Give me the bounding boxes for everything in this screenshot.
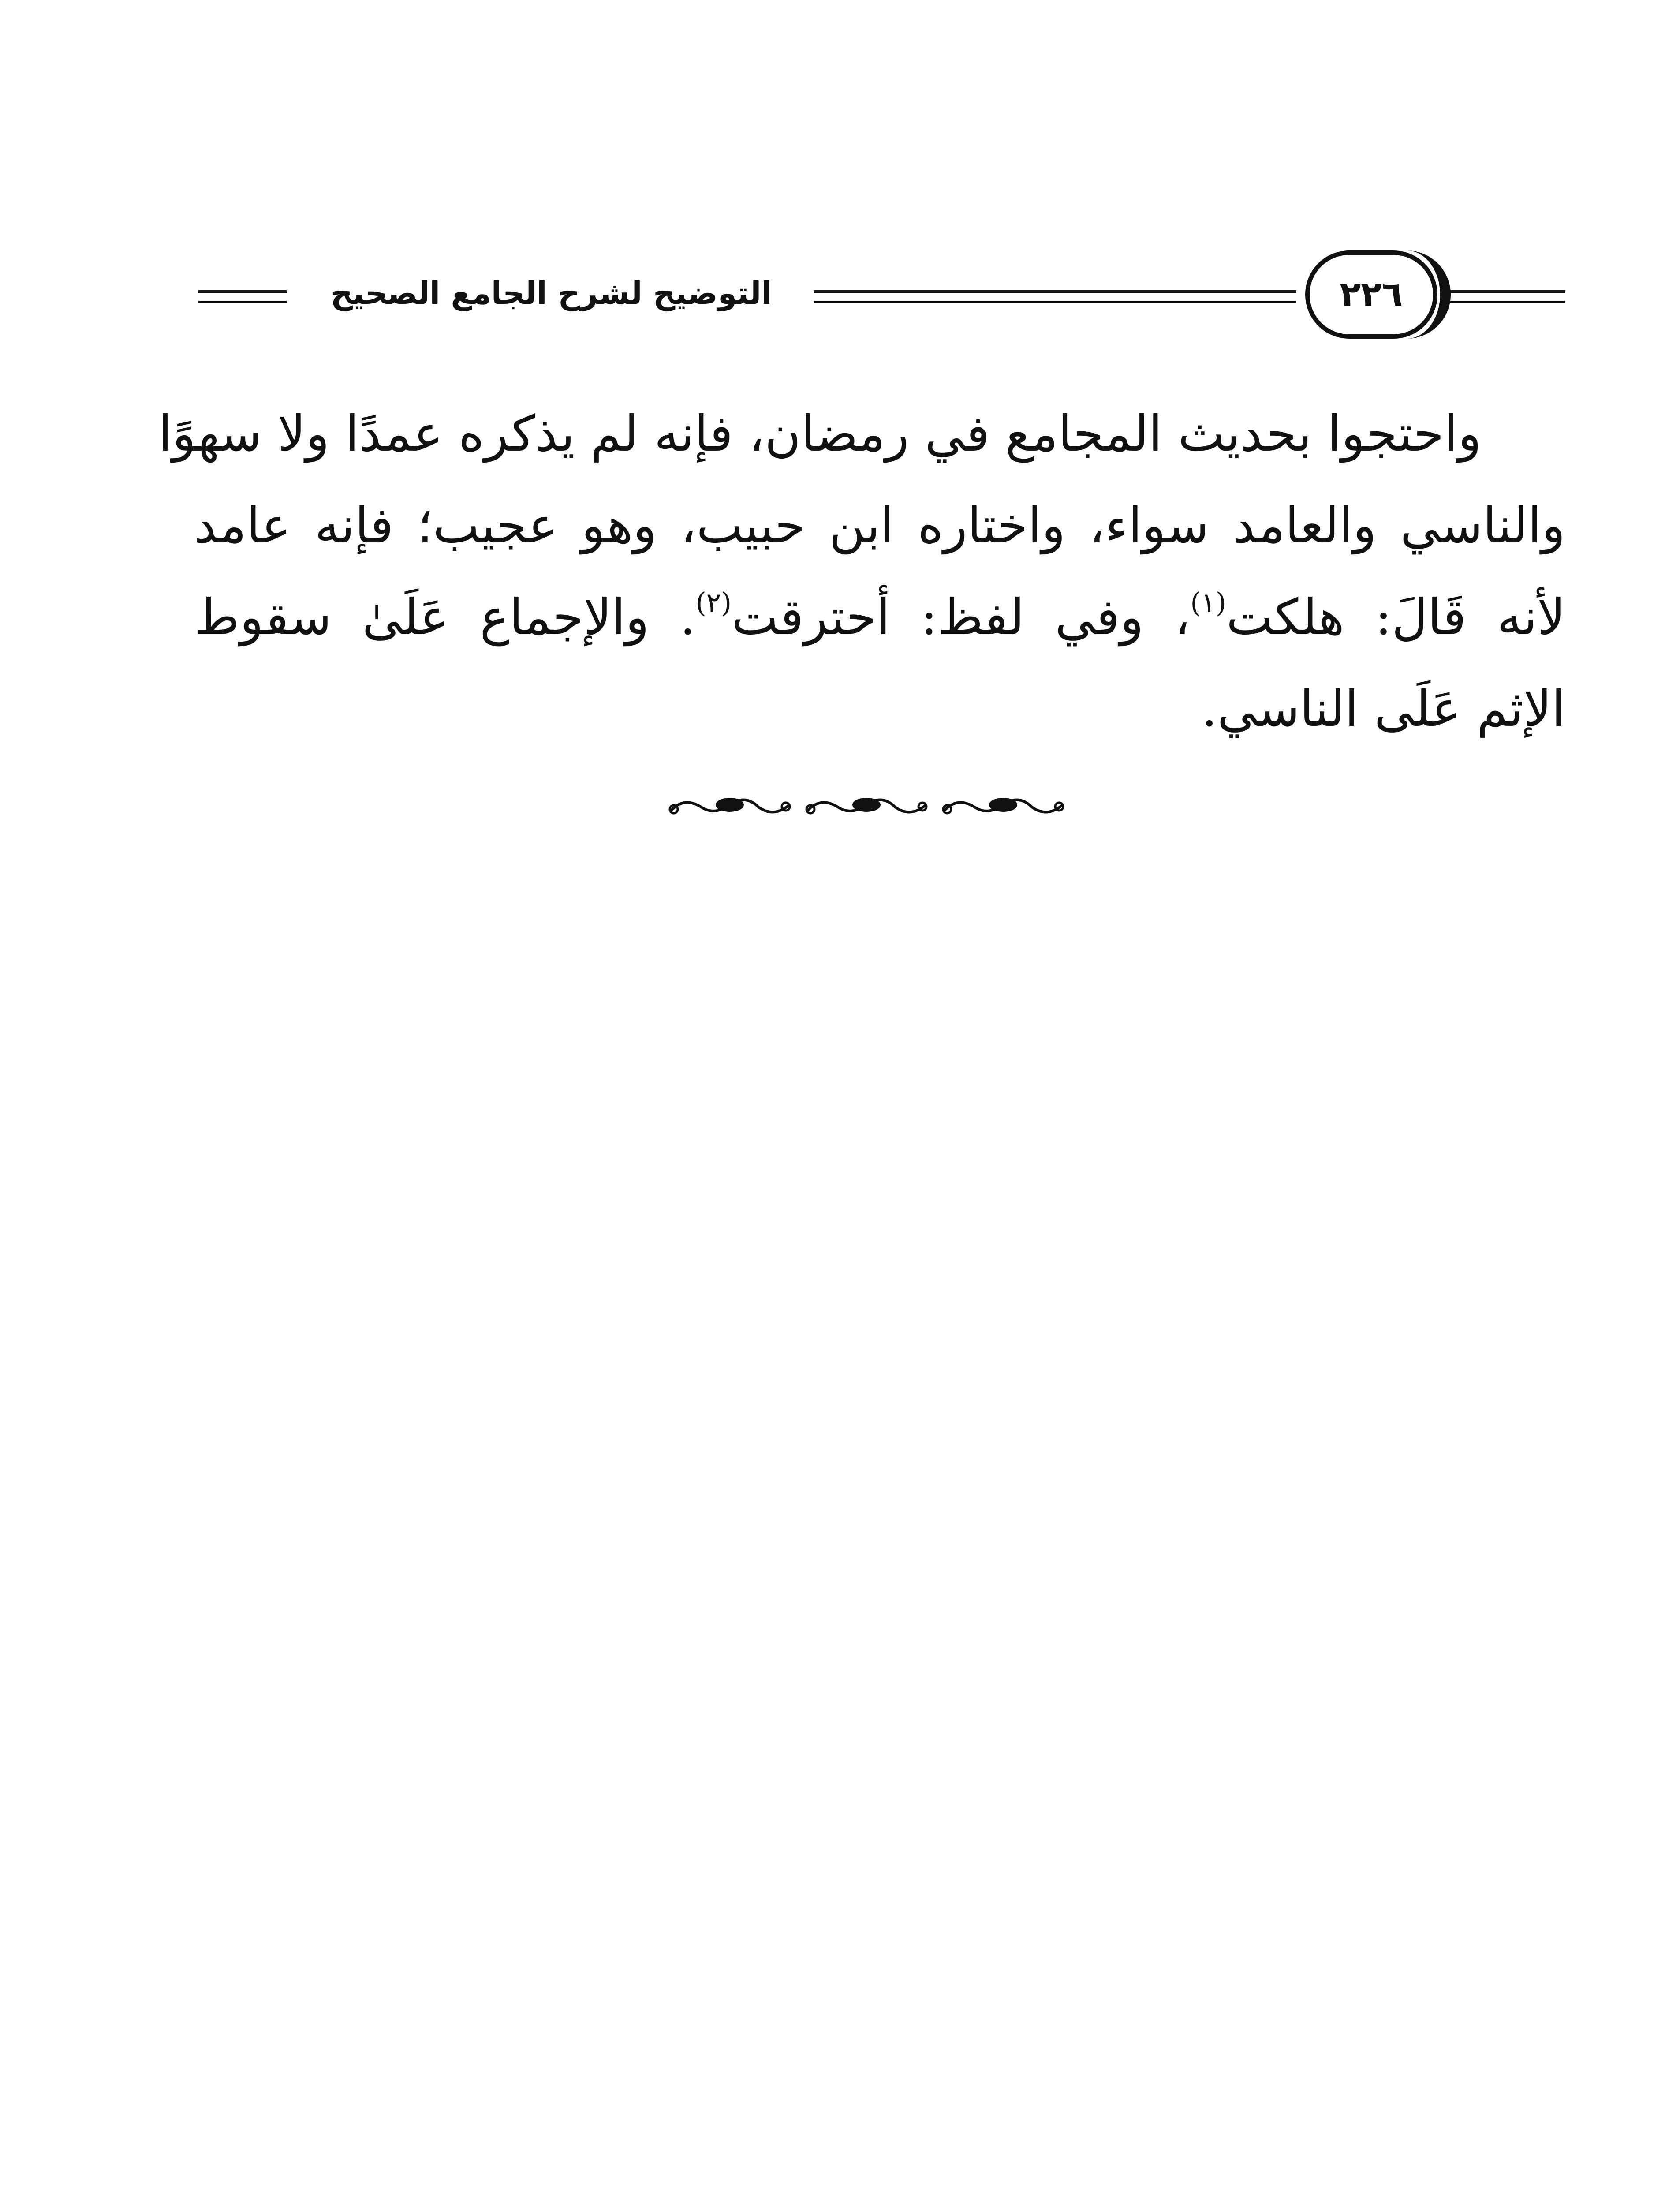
ornament-flourish-icon: [803, 787, 930, 822]
section-ornament: [657, 787, 1076, 827]
running-header: [198, 238, 1565, 344]
body-text-segment: ، وفي لفظ: أحترقت: [732, 589, 1191, 646]
footnote-reference: (٢): [695, 587, 732, 619]
ornament-flourish-icon: [666, 787, 794, 822]
footnote-reference: (١): [1190, 587, 1227, 619]
header-rule: [198, 290, 287, 293]
header-rule: [814, 290, 1296, 293]
body-line: [194, 572, 1565, 663]
body-line: واحتجوا بحديث المجامع في رمضان، فإنه لم يذكره عمدًا ولا سهوًا: [158, 405, 1482, 463]
header-rule: [1442, 301, 1565, 303]
running-title: التوضيح لشرح الجامع الصحيح: [330, 275, 772, 311]
page-number-frame: [1305, 250, 1437, 339]
body-paragraph: [158, 388, 1566, 755]
page-number: ٢٢٦: [1340, 275, 1403, 314]
header-rule: [1442, 290, 1565, 293]
body-line: والناسي والعامد سواء، واختاره ابن حبيب، وهو عجيب؛ فإنه عامد: [194, 497, 1565, 554]
body-text-segment: لأنه قَالَ: هلكت: [1226, 589, 1566, 646]
body-line: الإثم عَلَى الناسي.: [1201, 680, 1565, 738]
ornament-flourish-icon: [939, 787, 1067, 822]
header-rule: [814, 301, 1296, 303]
header-rule: [198, 301, 287, 303]
body-text-segment: . والإجماع عَلَىٰ سقوط: [194, 589, 696, 646]
